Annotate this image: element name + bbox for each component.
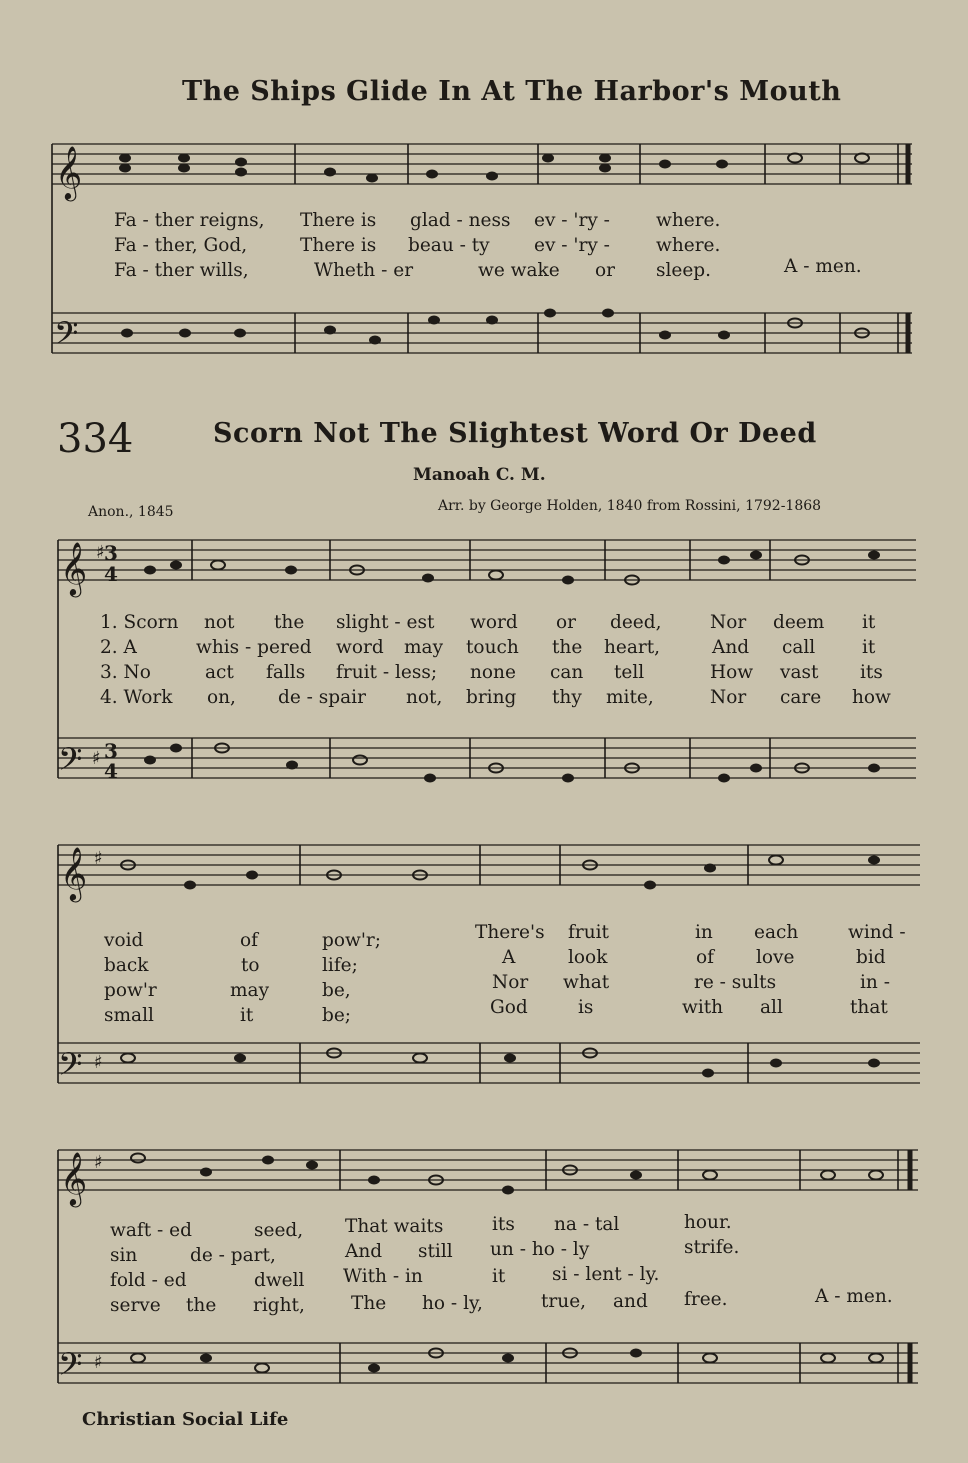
lyric: care [780, 687, 822, 708]
lyric: hour. [684, 1212, 732, 1233]
lyric: tell [614, 662, 645, 683]
lyric: Fa - ther wills, [114, 260, 249, 281]
system-3-bass [58, 1343, 918, 1390]
lyric: sleep. [656, 260, 712, 281]
lyric: wind - [848, 922, 906, 943]
lyric: love [756, 947, 795, 968]
system-1-bass [58, 738, 916, 785]
lyric: That waits [345, 1216, 444, 1237]
prev-amen: A - men. [784, 256, 862, 277]
lyric: glad - ness [410, 210, 511, 231]
lyric: where. [656, 210, 721, 231]
lyric: fold - ed [110, 1270, 187, 1291]
lyric: pow'r [104, 980, 157, 1001]
svg-text:4: 4 [104, 759, 118, 783]
lyric: touch [466, 637, 519, 658]
lyric: its [492, 1214, 515, 1235]
lyric: life; [322, 955, 358, 976]
lyric: How [710, 662, 754, 683]
lyric: in - [860, 972, 890, 993]
svg-text:♯: ♯ [96, 542, 105, 563]
lyric: with [682, 997, 724, 1018]
lyric: on, [207, 687, 236, 708]
prev-hymn-title: The Ships Glide In At The Harbor's Mouth [182, 76, 842, 107]
lyric: strife. [684, 1237, 740, 1258]
svg-text:𝄞: 𝄞 [55, 145, 83, 199]
lyric: God [490, 997, 528, 1018]
lyric: act [205, 662, 234, 683]
lyric: 4. Work [100, 687, 173, 708]
lyric: of [240, 930, 258, 951]
hymn-amen: A - men. [815, 1286, 893, 1307]
lyric: whis - pered [196, 637, 312, 658]
lyric: the [274, 612, 305, 633]
lyric: Nor [710, 687, 747, 708]
svg-text:𝄞: 𝄞 [60, 846, 88, 900]
lyric: Wheth - er [314, 260, 414, 281]
lyric: Fa - ther, God, [114, 235, 248, 256]
lyric: bid [856, 947, 886, 968]
lyric: A [502, 947, 516, 968]
lyric: word [336, 637, 384, 658]
lyric: vast [780, 662, 819, 683]
svg-text:3: 3 [104, 739, 118, 763]
lyric: or [595, 260, 615, 281]
lyric: ho - ly, [422, 1293, 483, 1314]
lyric: The [351, 1293, 387, 1314]
lyric: deem [773, 612, 825, 633]
svg-text:♯: ♯ [92, 748, 101, 769]
tune-name: Manoah C. M. [413, 465, 546, 485]
lyric: ev - 'ry - [534, 235, 610, 256]
lyric: it [862, 637, 876, 658]
time-sig-bottom: 4 [104, 562, 118, 586]
lyric: to [241, 955, 260, 976]
system-2-bass [58, 1043, 920, 1090]
lyric: serve [110, 1295, 161, 1316]
lyric: slight - est [336, 612, 435, 633]
lyric: de - spair [278, 687, 366, 708]
lyric: sin [110, 1245, 138, 1266]
lyric: word [470, 612, 518, 633]
lyric: 2. A [100, 637, 137, 658]
lyric: not, [406, 687, 443, 708]
lyric: is [578, 997, 594, 1018]
lyric: With - in [343, 1266, 423, 1287]
lyric: its [860, 662, 883, 683]
lyric: mite, [606, 687, 654, 708]
lyric: beau - ty [408, 235, 490, 256]
svg-text:♯: ♯ [94, 848, 103, 869]
lyric: ev - 'ry - [534, 210, 610, 231]
lyric: be, [322, 980, 351, 1001]
lyric: the [186, 1295, 217, 1316]
lyric: call [782, 637, 816, 658]
system-2-treble [58, 845, 920, 902]
lyric: where. [656, 235, 721, 256]
svg-text:𝄢: 𝄢 [54, 315, 79, 359]
lyric: na - tal [554, 1214, 620, 1235]
lyric: look [568, 947, 608, 968]
lyric: 1. Scorn [100, 612, 179, 633]
lyric: none [470, 662, 516, 683]
lyric: heart, [604, 637, 661, 658]
lyric: each [754, 922, 799, 943]
svg-text:𝄢: 𝄢 [58, 1046, 83, 1090]
lyric: bring [466, 687, 517, 708]
lyric: in [695, 922, 713, 943]
lyric: There is [300, 210, 377, 231]
lyric: small [104, 1005, 154, 1026]
lyric: true, [541, 1291, 587, 1312]
lyric: Fa - ther reigns, [114, 210, 265, 231]
lyric: re - sults [694, 972, 777, 993]
lyric: fruit - less; [336, 662, 438, 683]
lyric: right, [253, 1295, 305, 1316]
lyric: And [345, 1241, 383, 1262]
system-3-treble [58, 1150, 918, 1207]
lyric: can [550, 662, 584, 683]
author-credit: Anon., 1845 [88, 504, 174, 520]
lyric: how [852, 687, 891, 708]
svg-text:𝄞: 𝄞 [60, 1151, 88, 1205]
arranger-credit: Arr. by George Holden, 1840 from Rossini, 1792-1868 [438, 498, 822, 514]
lyric: back [104, 955, 149, 976]
lyric: we wake [478, 260, 560, 281]
lyric: si - lent - ly. [552, 1264, 660, 1285]
lyric: 3. No [100, 662, 151, 683]
lyric: not [204, 612, 235, 633]
lyric: or [556, 612, 576, 633]
lyric: still [418, 1241, 453, 1262]
lyric: un - ho - ly [490, 1239, 590, 1260]
svg-text:♯: ♯ [94, 1052, 103, 1073]
lyric: it [492, 1266, 506, 1287]
page-footer-section: Christian Social Life [82, 1409, 289, 1430]
hymn-number: 334 [57, 416, 134, 462]
system-1-treble [58, 540, 916, 597]
svg-text:♯: ♯ [94, 1352, 103, 1373]
lyric: waft - ed [110, 1220, 192, 1241]
lyric: of [696, 947, 714, 968]
lyric: deed, [610, 612, 662, 633]
lyric: it [862, 612, 876, 633]
lyric: that [850, 997, 888, 1018]
lyric: Nor [710, 612, 747, 633]
lyric: dwell [254, 1270, 305, 1291]
lyric: And [712, 637, 750, 658]
lyric: free. [684, 1289, 728, 1310]
lyric: all [760, 997, 783, 1018]
lyric: it [240, 1005, 254, 1026]
svg-text:𝄢: 𝄢 [58, 1346, 83, 1390]
svg-text:𝄢: 𝄢 [58, 741, 83, 785]
svg-text:𝄞: 𝄞 [60, 541, 88, 595]
lyric: fruit [568, 922, 609, 943]
lyric: be; [322, 1005, 352, 1026]
lyric: what [563, 972, 610, 993]
lyric: thy [552, 687, 582, 708]
lyric: and [613, 1291, 648, 1312]
lyric: the [552, 637, 583, 658]
lyric: There's [475, 922, 545, 943]
lyric: void [104, 930, 144, 951]
svg-text:♯: ♯ [94, 1152, 103, 1173]
lyric: de - part, [190, 1245, 276, 1266]
lyric: There is [300, 235, 377, 256]
lyric: may [230, 980, 270, 1001]
lyric: falls [266, 662, 306, 683]
lyric: Nor [492, 972, 529, 993]
hymn-title: Scorn Not The Slightest Word Or Deed [213, 418, 817, 449]
lyric: may [404, 637, 444, 658]
time-sig-top: 3 [104, 541, 118, 565]
lyric: seed, [254, 1220, 304, 1241]
lyric: pow'r; [322, 930, 381, 951]
